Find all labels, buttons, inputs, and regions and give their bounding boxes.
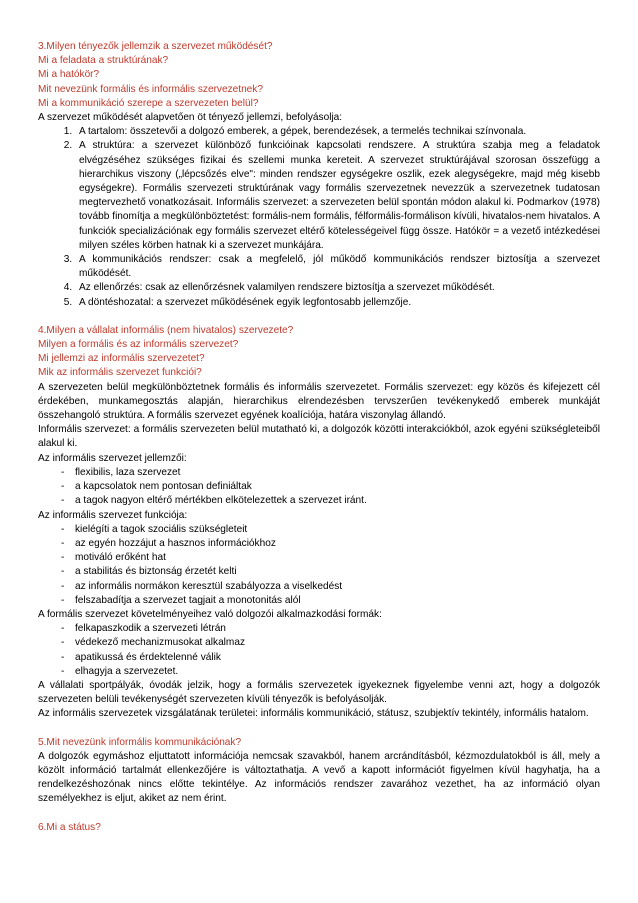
question-3-3: Mi a hatókör? (38, 69, 100, 81)
section-4 (38, 324, 600, 722)
factor-item: 4. Az ellenőrzés: csak az ellenőrzésnek valamilyen rendszere biztosítja a szervezet működését. (75, 281, 600, 295)
dash-bullet: - (61, 651, 65, 663)
list-item (38, 651, 600, 665)
list-item-text: apatikussá és érdektelenné válik (75, 651, 221, 663)
question-3-5: Mi a kommunikáció szerepe a szervezeten belül? (38, 97, 259, 109)
factor-item: 3. A kommunikációs rendszer: csak a megfelelő, jól működő kommunikációs rendszer biztosítja a szervezet működését. (75, 253, 600, 281)
factor-item: 5. A döntéshozatal: a szervezet működésének egyik legfontosabb jellemzője. (75, 296, 600, 310)
section-4-paragraph-4: Az informális szervezetek vizsgálatának területei: informális kommunikáció, státusz, szubjektív tekintély, informális hatalom. (38, 708, 589, 720)
section-4-paragraph-2: Informális szervezet: a formális szervezeten belül mutatható ki, a dolgozók közötti interakciókból, azok egyéni szükségleteiből alakul ki. (38, 424, 600, 450)
section-spacer (38, 722, 600, 736)
list-item (38, 565, 600, 579)
question-4-2: Milyen a formális és az informális szervezet? (38, 339, 239, 351)
section-spacer (38, 807, 600, 821)
section-3 (38, 40, 600, 310)
list-item-text: az egyén hozzájut a hasznos információkhoz (75, 537, 276, 549)
dash-bullet: - (61, 523, 65, 535)
section-4-paragraph-3: A vállalati sportpályák, óvodák jelzik, hogy a formális szervezetek igyekeznek figyelembe venni azt, hogy a dolgozók szervezeten belüli tevékenységét szervezeten kívüli tényezők is befolyásolják. (38, 679, 600, 706)
question-6: 6.Mi a státus? (38, 821, 101, 833)
list-item (38, 665, 600, 679)
list-item-text: védekező mechanizmusokat alkalmaz (75, 637, 245, 649)
list-item (38, 523, 600, 537)
list-item-text: a tagok nagyon eltérő mértékben elkötelezettek a szervezet iránt. (75, 495, 367, 507)
list-item (38, 622, 600, 636)
dash-bullet: - (61, 552, 65, 564)
list-item (38, 594, 600, 608)
forms-list (38, 622, 600, 679)
list-item-text: elhagyja a szervezetet. (75, 665, 179, 677)
factor-list (38, 125, 600, 310)
traits-heading: Az informális szervezet jellemzői: (38, 452, 187, 464)
section-4-paragraph-1: A szervezeten belül megkülönböztetnek formális és informális szervezetet. Formális szervezet: egy közös és kifejezett cél érdekében, munkamegosztás alapján, hierarchikus elrendezésben tervszerűen tevékenykedő emberek munkáját összehangoló struktúra. A formális szervezet egyének koalíciója, határa viszonylag állandó. (38, 381, 600, 422)
dash-bullet: - (61, 466, 65, 478)
dash-bullet: - (61, 623, 65, 635)
question-4-4: Mik az informális szervezet funkciói? (38, 367, 202, 379)
factor-item: 2. A struktúra: a szervezet különböző funkcióinak kapcsolati rendszere. A struktúra szabja meg a feladatok elvégzéséhez szükséges fizikai és szellemi munka kereteit. A szervezet struktúrájával szorosan összefügg a hierarchikus viszony („lépcsőzés elve": minden rendszer egységekre oszlik, ezek alegységekre, majd még kisebb egységekre). Formális szervezeti struktúrának vagy formális szervezetnek nevezzük a szervezetnek tudatosan megtervezhető vonatkozásait. Informális szervezet: a szervezeten belül spontán módon alakul ki. Podmarkov (1978) tovább finomítja a megkülönböztetést: formális-nem formális, félformális-formálison kívüli, hivatalos-nem hivatalos. A funkciók specializációnak egy formális szervezet eltérő kötelességeivel függ össze. Hatókör = a vezető intézkedései milyen széles körben hatnak ki a szervezet munkájára. (75, 139, 600, 253)
list-item-text: a kapcsolatok nem pontosan definiáltak (75, 481, 252, 493)
dash-bullet: - (61, 580, 65, 592)
list-item (38, 466, 600, 480)
list-item-text: felszabadítja a szervezet tagjait a monotonitás alól (75, 594, 301, 606)
dash-bullet: - (61, 481, 65, 493)
list-item-text: az informális normákon keresztül szabályozza a viselkedést (75, 580, 343, 592)
dash-bullet: - (61, 495, 65, 507)
section-6 (38, 821, 600, 835)
list-item (38, 551, 600, 565)
dash-bullet: - (61, 594, 65, 606)
dash-bullet: - (61, 665, 65, 677)
forms-heading: A formális szervezet követelményeihez való dolgozói alkalmazkodási formák: (38, 608, 382, 620)
list-item-text: flexibilis, laza szervezet (75, 466, 181, 478)
dash-bullet: - (61, 566, 65, 578)
section-5 (38, 736, 600, 807)
question-5: 5.Mit nevezünk informális kommunikációnak? (38, 736, 242, 748)
factor-item: 1. A tartalom: összetevői a dolgozó emberek, a gépek, berendezések, a termelés technikai színvonala. (75, 125, 600, 139)
section-spacer (38, 310, 600, 324)
list-item (38, 580, 600, 594)
functions-heading: Az informális szervezet funkciója: (38, 509, 188, 521)
list-item (38, 480, 600, 494)
list-item (38, 537, 600, 551)
question-3-1: 3.Milyen tényezők jellemzik a szervezet működését? (38, 41, 273, 52)
dash-bullet: - (61, 537, 65, 549)
list-item-text: felkapaszkodik a szervezeti létrán (75, 623, 226, 635)
dash-bullet: - (61, 637, 65, 649)
list-item-text: a stabilitás és biztonság érzetét kelti (75, 566, 237, 578)
question-3-4: Mit nevezünk formális és informális szervezetnek? (38, 83, 263, 95)
question-3-2: Mi a feladata a struktúrának? (38, 55, 169, 67)
list-item (38, 636, 600, 650)
section-5-paragraph: A dolgozók egymáshoz eljuttatott információja nemcsak szavakból, hanem arcrándításból, kézmozdulatokból is áll, mely a közölt információ tartalmát ellenkezőjére is változtathatja. A vevő a kapott információt figyelmen kívül hagyhatja, ha a rendelkezéshozónak nincs előtte tekintélye. Az információs rendszer zavarához vezethet, ha az információ olyan személyekhez is eljut, akiket az nem érint. (38, 750, 600, 805)
section-3-intro: A szervezet működését alapvetően öt tényező jellemzi, befolyásolja: (38, 112, 343, 124)
question-4-3: Mi jellemzi az informális szervezetet? (38, 353, 205, 365)
list-item (38, 494, 600, 508)
list-item-text: motiváló erőként hat (75, 552, 166, 564)
functions-list (38, 523, 600, 608)
traits-list (38, 466, 600, 509)
question-4-1: 4.Milyen a vállalat informális (nem hivatalos) szervezete? (38, 324, 294, 336)
list-item-text: kielégíti a tagok szociális szükségleteit (75, 523, 248, 535)
